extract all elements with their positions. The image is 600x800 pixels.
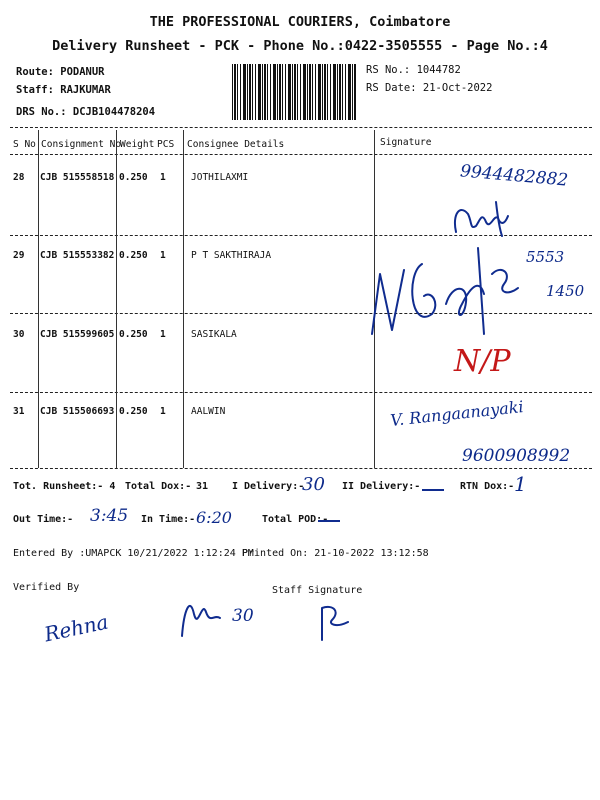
row-consignment-no: CJB 515558518 <box>40 172 115 183</box>
document-title: THE PROFESSIONAL COURIERS, Coimbatore <box>149 14 451 30</box>
row-sno: 28 <box>13 172 25 183</box>
drs-number: DRS No.: DCJB104478204 <box>16 106 156 118</box>
rs-number: RS No.: 1044782 <box>366 64 461 76</box>
row-pcs: 1 <box>160 406 166 417</box>
row-consignee: SASIKALA <box>191 329 237 340</box>
column-header-signature: Signature <box>380 137 432 148</box>
column-header-pcs: PCS <box>157 139 175 150</box>
handwritten-phone-number: 9944482882 <box>459 161 569 191</box>
row-sno: 29 <box>13 250 25 261</box>
row-weight: 0.250 <box>119 172 148 183</box>
total-pod-dash <box>318 520 340 522</box>
table-top-rule <box>10 127 592 128</box>
row-consignee: P T SAKTHIRAJA <box>191 250 272 261</box>
column-divider <box>116 130 117 468</box>
rtn-dox-label: RTN Dox:- <box>460 481 515 492</box>
out-time-handwritten: 3:45 <box>90 506 129 526</box>
total-dox-value: 31 <box>196 481 209 492</box>
handwritten-name: V. Rangaanayaki <box>389 397 525 430</box>
row-consignment-no: CJB 515553382 <box>40 250 115 261</box>
column-header-sno: S No <box>13 139 36 150</box>
document-subtitle: Delivery Runsheet - PCK - Phone No.:0422-3505555 - Page No.:4 <box>52 38 548 54</box>
table-header-rule <box>10 154 592 155</box>
row-weight: 0.250 <box>119 406 148 417</box>
row-weight: 0.250 <box>119 250 148 261</box>
total-dox-label: Total Dox:- <box>125 481 192 492</box>
rs-date: RS Date: 21-Oct-2022 <box>366 82 493 94</box>
handwritten-count: 30 <box>232 606 254 626</box>
not-present-mark: N/P <box>454 344 511 379</box>
i-delivery-handwritten: 30 <box>302 474 325 495</box>
rtn-dox-handwritten: 1 <box>514 472 527 496</box>
total-pod-label: Total POD:- <box>262 514 329 525</box>
entered-by: Entered By :UMAPCK 10/21/2022 1:12:24 PM <box>13 548 254 559</box>
table-bottom-rule <box>10 468 592 469</box>
column-header-consignment: Consignment No <box>41 139 122 150</box>
staff-signature-mark <box>314 602 354 644</box>
handwritten-phone-number: 9600908992 <box>462 446 571 466</box>
supervisor-signature <box>176 590 226 642</box>
in-time-label: In Time:- <box>141 514 196 525</box>
row-divider <box>10 392 592 393</box>
verified-by-label: Verified By <box>13 582 80 593</box>
verified-signature: Rehna <box>42 609 111 647</box>
column-divider <box>38 130 39 468</box>
row-pcs: 1 <box>160 250 166 261</box>
signature-scribble <box>362 234 542 344</box>
column-header-consignee: Consignee Details <box>187 139 285 150</box>
ii-delivery-dash <box>422 489 444 491</box>
column-header-weight: Weight <box>120 139 155 150</box>
row-pcs: 1 <box>160 329 166 340</box>
in-time-handwritten: 6:20 <box>196 508 232 527</box>
row-consignment-no: CJB 515506693 <box>40 406 115 417</box>
row-sno: 30 <box>13 329 25 340</box>
barcode-image <box>232 64 356 120</box>
row-pcs: 1 <box>160 172 166 183</box>
row-sno: 31 <box>13 406 25 417</box>
handwritten-number: 5553 <box>526 248 565 266</box>
i-delivery-label: I Delivery:- <box>232 481 305 492</box>
row-consignee: AALWIN <box>191 406 226 417</box>
route-label: Route: PODANUR <box>16 66 105 78</box>
column-divider <box>183 130 184 468</box>
printed-on: Printed On: 21-10-2022 13:12:58 <box>242 548 429 559</box>
out-time-label: Out Time:- <box>13 514 74 525</box>
row-consignee: JOTHILAXMI <box>191 172 249 183</box>
staff-label: Staff: RAJKUMAR <box>16 84 111 96</box>
ii-delivery-label: II Delivery:- <box>342 481 421 492</box>
staff-signature-label: Staff Signature <box>272 585 363 596</box>
row-weight: 0.250 <box>119 329 148 340</box>
row-consignment-no: CJB 515599605 <box>40 329 115 340</box>
handwritten-number: 1450 <box>546 282 585 300</box>
total-runsheet: Tot. Runsheet:- 4 <box>13 481 116 492</box>
